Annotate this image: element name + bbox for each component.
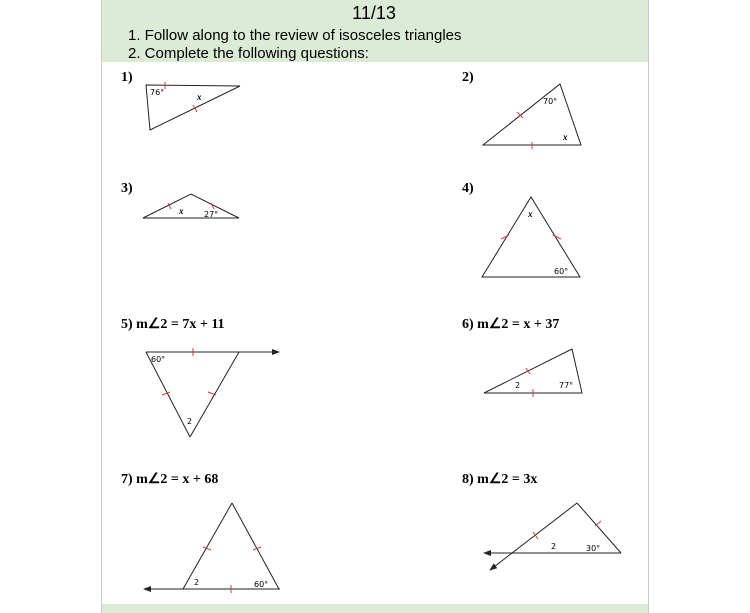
triangle-figure-1 [146,82,240,130]
problem-1-variable-label: x [197,92,202,102]
triangle-figure-6 [484,349,582,397]
problem-3-angle-label: 27° [204,210,219,219]
instruction-1: 1. Follow along to the review of isosceles triangles [128,27,462,44]
problem-6-label: 6) m∠2 = x + 37 [462,317,560,332]
triangle-figure-2 [483,84,581,149]
triangle-figure-7 [144,503,280,593]
page-title: 11/13 [352,3,396,23]
problem-3-variable-label: x [179,206,184,216]
problem-2-label: 2) [462,70,474,85]
problem-1-angle-label: 76° [150,88,165,97]
problem-7-label: 7) m∠2 = x + 68 [121,472,219,487]
problem-8-angle-2-label: 2 [551,542,557,551]
problem-8-label: 8) m∠2 = 3x [462,472,538,487]
instruction-2: 2. Complete the following questions: [128,45,369,62]
problem-5-label: 5) m∠2 = 7x + 11 [121,317,225,332]
problem-7-angle-2-label: 2 [194,578,200,587]
problem-8-angle-label: 30° [586,544,601,553]
problem-4-angle-label: 60° [554,267,569,276]
problem-5-angle-label: 60° [151,355,166,364]
problem-4-variable-label: x [528,209,533,219]
problem-1-label: 1) [121,70,133,85]
problem-2-angle-label: 70° [543,97,558,106]
problem-7-angle-label: 60° [254,580,269,589]
triangle-figure-3 [143,194,239,219]
problem-4-label: 4) [462,181,474,196]
problem-3-label: 3) [121,181,133,196]
problem-2-variable-label: x [563,132,568,142]
triangle-figure-8 [484,503,621,570]
problem-6-angle-label: 77° [559,381,574,390]
triangle-figure-4 [482,197,580,277]
problem-5-angle-2-label: 2 [187,417,193,426]
triangle-figure-5 [146,348,279,437]
problem-6-angle-2-label: 2 [515,381,521,390]
